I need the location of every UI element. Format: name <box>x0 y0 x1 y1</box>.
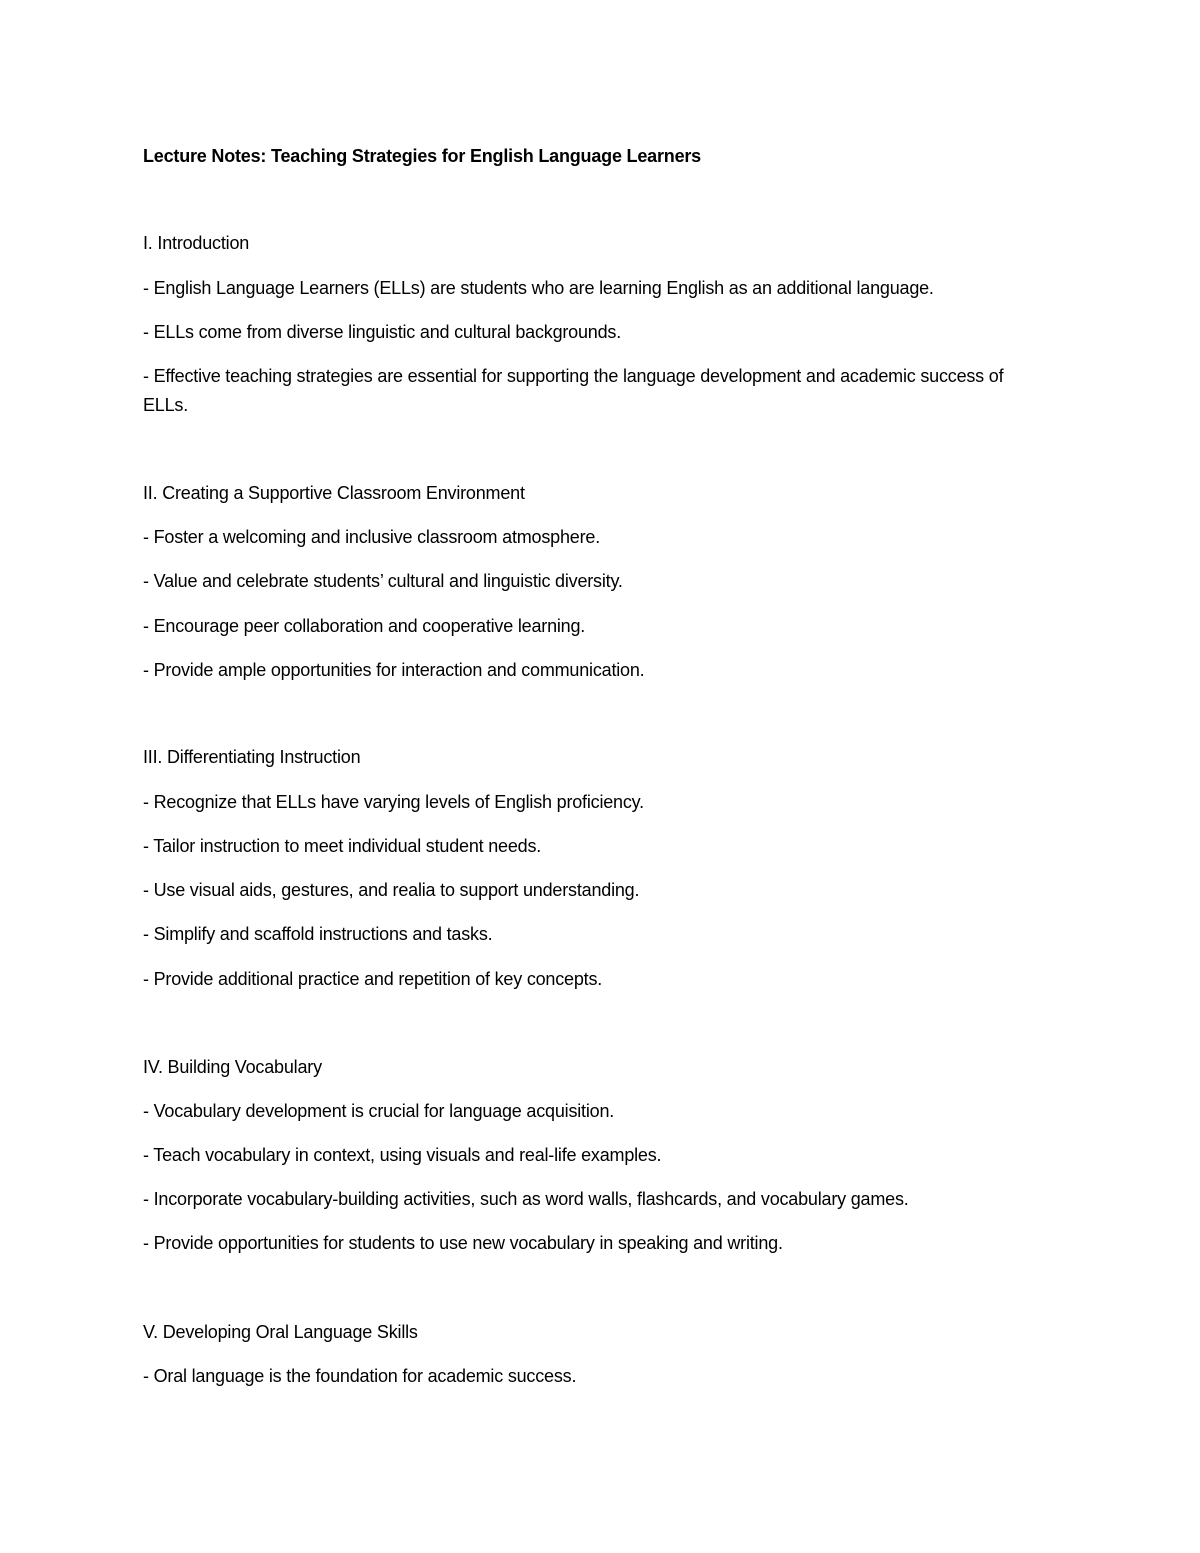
bullet-item: - Tailor instruction to meet individual student needs. <box>143 836 542 856</box>
bullet-item: - English Language Learners (ELLs) are students who are learning English as an additional language. <box>143 278 934 298</box>
bullet-item: - Recognize that ELLs have varying levels of English proficiency. <box>143 792 644 812</box>
bullet-item: - Simplify and scaffold instructions and tasks. <box>143 924 493 944</box>
bullet-item: - Provide additional practice and repetition of key concepts. <box>143 969 603 989</box>
bullet-item: - Encourage peer collaboration and cooperative learning. <box>143 616 586 636</box>
bullet-item: - Teach vocabulary in context, using visuals and real-life examples. <box>143 1145 662 1165</box>
bullet-item: - Oral language is the foundation for academic success. <box>143 1366 577 1386</box>
section-heading-building-vocabulary: IV. Building Vocabulary <box>143 1057 322 1077</box>
section-heading-oral-language: V. Developing Oral Language Skills <box>143 1322 418 1342</box>
bullet-item: - Foster a welcoming and inclusive classroom atmosphere. <box>143 527 600 547</box>
section-heading-differentiating-instruction: III. Differentiating Instruction <box>143 747 361 767</box>
bullet-item: - ELLs come from diverse linguistic and cultural backgrounds. <box>143 322 622 342</box>
bullet-item: - Provide ample opportunities for interaction and communication. <box>143 660 645 680</box>
bullet-item: - Use visual aids, gestures, and realia to support understanding. <box>143 880 640 900</box>
bullet-item: - Value and celebrate students’ cultural and linguistic diversity. <box>143 571 623 591</box>
document-title: Lecture Notes: Teaching Strategies for English Language Learners <box>143 146 701 166</box>
bullet-item: - Vocabulary development is crucial for language acquisition. <box>143 1101 615 1121</box>
section-heading-introduction: I. Introduction <box>143 233 250 253</box>
bullet-item: - Effective teaching strategies are essential for supporting the language development and academic success of ELLs. <box>143 366 1004 415</box>
bullet-item: - Provide opportunities for students to use new vocabulary in speaking and writing. <box>143 1233 783 1253</box>
bullet-item: - Incorporate vocabulary-building activities, such as word walls, flashcards, and vocabulary games. <box>143 1189 909 1209</box>
section-heading-supportive-classroom: II. Creating a Supportive Classroom Environment <box>143 483 525 503</box>
